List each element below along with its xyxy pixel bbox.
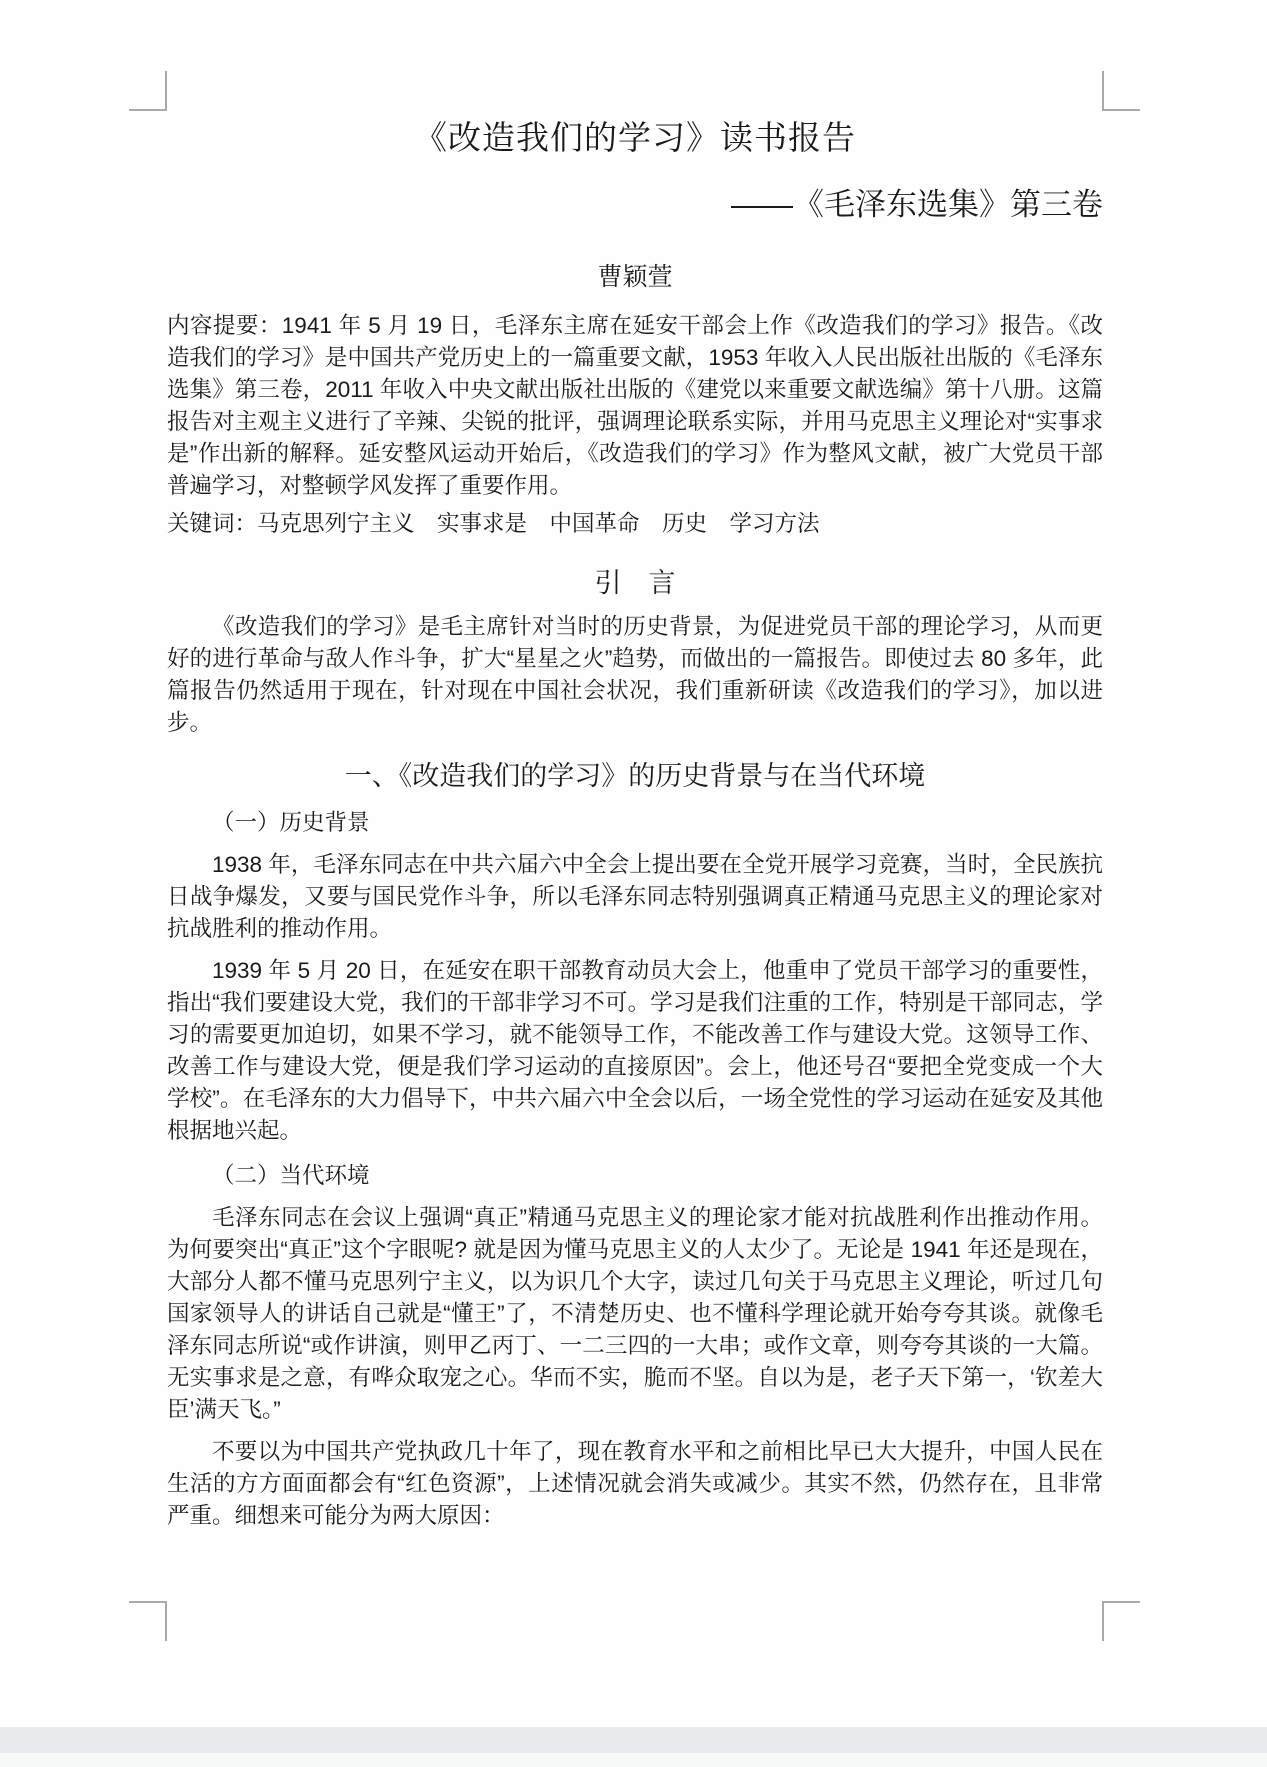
abstract-paragraph: 内容提要：1941 年 5 月 19 日，毛泽东主席在延安干部会上作《改造我们的学习》报告。《改造我们的学习》是中国共产党历史上的一篇重要文献，1953 年收入人民出版社出版的《毛泽东选集》第三卷，2011 年收入中央文献出版社出版的《建党以来重要文献选编》第十八册。这篇报告对主观主义进行了辛辣、尖锐的批评，强调理论联系实际，并用马克思主义理论对“实事求是”作出新的解释。延安整风运动开始后，《改造我们的学习》作为整风文献，被广大党员干部普遍学习，对整顿学风发挥了重要作用。	[167, 313, 1103, 498]
text-boundary-mark-bottom-right	[1102, 1601, 1140, 1641]
text-boundary-mark-top-left	[129, 71, 167, 111]
author-name: 曹颖萱	[597, 263, 673, 291]
text-boundary-mark-bottom-left	[129, 1601, 167, 1641]
paragraph-contemporary-environment: 毛泽东同志在会议上强调“真正”精通马克思主义的理论家才能对抗战胜利作出推动作用。为何要突出“真正”这个字眼呢? 就是因为懂马克思主义的人太少了。无论是 1941 年还是现在，大部分人都不懂马克思列宁主义，以为识几个大字，读过几句关于马克思主义理论，听过几句国家领导人的讲话自己就是“懂王”了，不清楚历史、也不懂科学理论就开始夸夸其谈。就像毛泽东同志所说“或作讲演，则甲乙丙丁、一二三四的一大串；或作文章，则夸夸其谈的一大篇。无实事求是之意，有哗众取宠之心。华而不实，脆而不坚。自以为是，老子天下第一，‘钦差大臣’满天飞。”	[167, 1205, 1103, 1422]
keywords-line: 关键词：马克思列宁主义 实事求是 中国革命 历史 学习方法	[167, 511, 820, 536]
document-title: 《改造我们的学习》读书报告	[414, 119, 856, 156]
subsection-1-2-heading: （二）当代环境	[212, 1163, 370, 1188]
document-content	[167, 0, 1103, 1532]
introduction-heading: 引 言	[594, 568, 676, 598]
next-page-edge	[0, 1753, 1267, 1767]
subsection-1-1-heading: （一）历史背景	[212, 810, 370, 835]
section-1-heading: 一、《改造我们的学习》的历史背景与在当代环境	[344, 761, 926, 791]
introduction-paragraph: 《改造我们的学习》是毛主席针对当时的历史背景，为促进党员干部的理论学习，从而更好的进行革命与敌人作斗争，扩大“星星之火”趋势，而做出的一篇报告。即使过去 80 多年，此篇报告仍然适用于现在，针对现在中国社会状况，我们重新研读《改造我们的学习》，加以进步。	[167, 614, 1103, 735]
page-gap-strip	[0, 1727, 1267, 1753]
text-boundary-mark-top-right	[1102, 71, 1140, 111]
paragraph-1939-mobilization: 1939 年 5 月 20 日，在延安在职干部教育动员大会上，他重申了党员干部学习的重要性，指出“我们要建设大党，我们的干部非学习不可。学习是我们注重的工作，特别是干部同志，学习的需要更加迫切，如果不学习，就不能领导工作，不能改善工作与建设大党。这领导工作、改善工作与建设大党，便是我们学习运动的直接原因”。会上，他还号召“要把全党变成一个大学校”。在毛泽东的大力倡导下，中共六届六中全会以后，一场全党性的学习运动在延安及其他根据地兴起。	[167, 958, 1103, 1143]
paragraph-two-reasons: 不要以为中国共产党执政几十年了，现在教育水平和之前相比早已大大提升，中国人民在生活的方方面面都会有“红色资源”，上述情况就会消失或减少。其实不然，仍然存在，且非常严重。细想来可能分为两大原因：	[167, 1439, 1103, 1528]
document-subtitle: ——《毛泽东选集》第三卷	[731, 187, 1103, 222]
paragraph-1938-background: 1938 年，毛泽东同志在中共六届六中全会上提出要在全党开展学习竞赛，当时，全民族抗日战争爆发，又要与国民党作斗争，所以毛泽东同志特别强调真正精通马克思主义的理论家对抗战胜利的推动作用。	[167, 852, 1103, 941]
